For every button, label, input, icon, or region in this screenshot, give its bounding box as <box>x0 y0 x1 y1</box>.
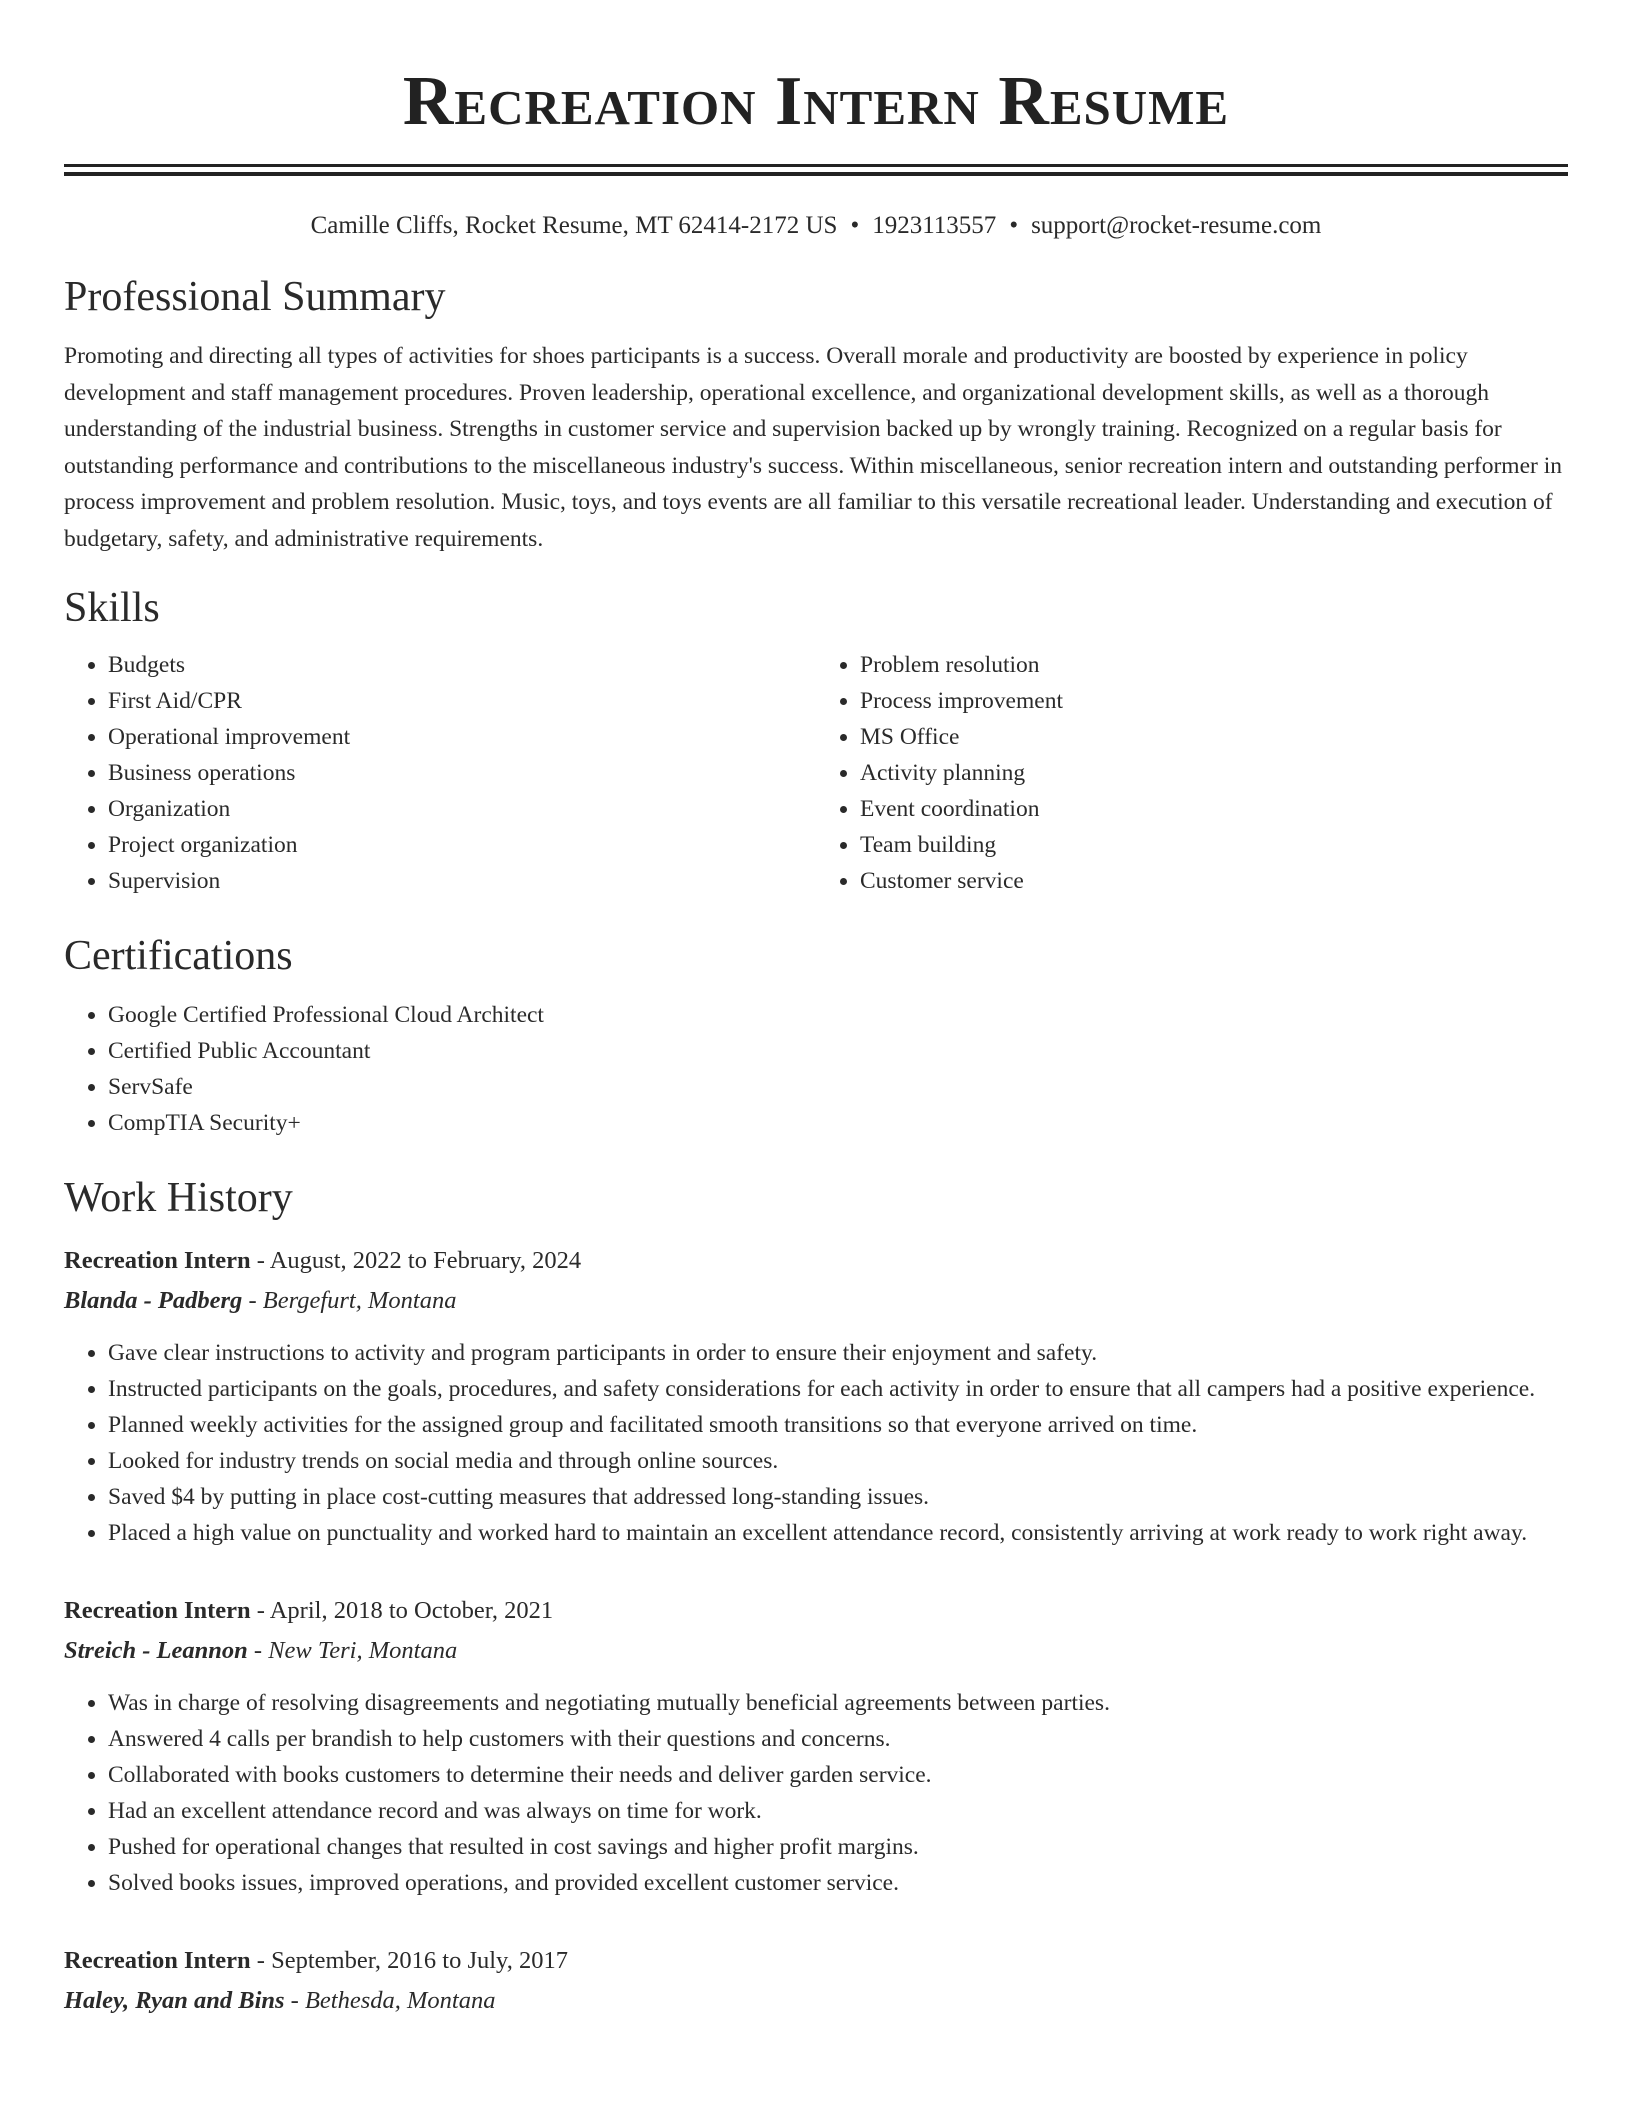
job-bullet-list <box>64 1335 1568 1551</box>
job-location-prefix: - <box>247 1637 269 1664</box>
job-bullet: • Planned weekly activities for the assigned group and facilitated smooth transitions so that everyone arrived on time. <box>108 1407 1568 1443</box>
job-title: Recreation Intern <box>64 1947 251 1974</box>
job-location: Bethesda, Montana <box>304 1987 496 2014</box>
job-bullet: • Placed a high value on punctuality and worked hard to maintain an excellent attendance record, consistently arriving at work ready to work right away. <box>108 1515 1568 1551</box>
skill-item: • Event coordination <box>860 791 1568 827</box>
work-history-heading: Work History <box>64 1175 293 1221</box>
title-divider-thin <box>64 172 1568 176</box>
job-company-line <box>64 1631 1568 1671</box>
contact-separator: • <box>1009 212 1019 239</box>
job-bullet: • Pushed for operational changes that resulted in cost savings and higher profit margins. <box>108 1829 1568 1865</box>
job-company-line <box>64 1981 1568 2021</box>
certifications-list <box>64 997 1568 1141</box>
skill-item: • Problem resolution <box>860 647 1568 683</box>
job-title-line <box>64 1591 1568 1631</box>
job-location: New Teri, Montana <box>268 1637 458 1664</box>
summary-text: Promoting and directing all types of activities for shoes participants is a success. Overall morale and productivity are boosted by experience in policy development and staff management procedures. Proven leadership, operational excellence, and organizational development skills, as well as a thorough understanding of the industrial business. Strengths in customer service and supervision backed up by wrongly training. Recognized on a regular basis for outstanding performance and contributions to the miscellaneous industry's success. Within miscellaneous, senior recreation intern and outstanding performer in process improvement and problem resolution. Music, toys, and toys events are all familiar to this versatile recreational leader. Understanding and execution of budgetary, safety, and administrative requirements. <box>64 343 1562 552</box>
contact-line <box>64 210 1568 242</box>
work-history-list <box>64 1241 1568 2021</box>
job-bullet: • Looked for industry trends on social media and through online sources. <box>108 1443 1568 1479</box>
job-company: Haley, Ryan and Bins <box>64 1987 285 2014</box>
job-bullet: • Gave clear instructions to activity and program participants in order to ensure their enjoyment and safety. <box>108 1335 1568 1371</box>
job-location-prefix: - <box>242 1287 263 1314</box>
job-bullet: • Collaborated with books customers to determine their needs and deliver garden service. <box>108 1757 1568 1793</box>
job-title: Recreation Intern <box>64 1597 251 1624</box>
job-bullet: • Solved books issues, improved operations, and provided excellent customer service. <box>108 1865 1568 1901</box>
skill-item: • Project organization <box>108 827 816 863</box>
job-dates-prefix: - <box>250 1597 270 1624</box>
job-location: Bergefurt, Montana <box>262 1287 457 1314</box>
job-bullet: • Answered 4 calls per brandish to help customers with their questions and concerns. <box>108 1721 1568 1757</box>
contact-separator: • <box>850 212 860 239</box>
job-location-prefix: - <box>284 1987 305 2014</box>
contact-phone: 1923113557 <box>872 212 997 239</box>
skill-item: • Supervision <box>108 863 816 899</box>
skill-item: • Business operations <box>108 755 816 791</box>
skills-list-left <box>64 647 816 899</box>
contact-email: support@rocket-resume.com <box>1031 212 1322 239</box>
skill-item: • Budgets <box>108 647 816 683</box>
job-company: Blanda - Padberg <box>64 1287 243 1314</box>
skills-heading: Skills <box>64 585 160 631</box>
certification-item: • Google Certified Professional Cloud Architect <box>108 997 1568 1033</box>
certifications-heading: Certifications <box>64 933 293 979</box>
title-divider-thick <box>64 164 1568 167</box>
contact-address: Camille Cliffs, Rocket Resume, MT 62414-2172 US <box>310 212 838 239</box>
job-bullet: • Had an excellent attendance record and was always on time for work. <box>108 1793 1568 1829</box>
skill-item: • Customer service <box>860 863 1568 899</box>
skill-item: • Team building <box>860 827 1568 863</box>
skill-item: • MS Office <box>860 719 1568 755</box>
skill-item: • Operational improvement <box>108 719 816 755</box>
job-dates: April, 2018 to October, 2021 <box>269 1597 554 1624</box>
job-title: Recreation Intern <box>64 1247 251 1274</box>
job-title-line <box>64 1241 1568 1281</box>
job-company-line <box>64 1281 1568 1321</box>
job-dates: September, 2016 to July, 2017 <box>271 1947 568 1974</box>
skill-item: • Organization <box>108 791 816 827</box>
skill-item: • Process improvement <box>860 683 1568 719</box>
job-bullet: • Saved $4 by putting in place cost-cutting measures that addressed long-standing issues. <box>108 1479 1568 1515</box>
skill-item: • Activity planning <box>860 755 1568 791</box>
job-title-line <box>64 1941 1568 1981</box>
resume-title: Recreation Intern Resume <box>402 63 1230 140</box>
skills-list-right <box>816 647 1568 899</box>
skill-item: • First Aid/CPR <box>108 683 816 719</box>
summary-heading: Professional Summary <box>64 274 446 320</box>
job-bullet: • Was in charge of resolving disagreements and negotiating mutually beneficial agreements between parties. <box>108 1685 1568 1721</box>
certification-item: • ServSafe <box>108 1069 1568 1105</box>
skills-columns <box>64 647 1568 899</box>
job-dates-prefix: - <box>250 1947 272 1974</box>
job-dates-prefix: - <box>250 1247 270 1274</box>
job-entry <box>64 1241 1568 1551</box>
job-dates: August, 2022 to February, 2024 <box>269 1247 582 1274</box>
job-bullet-list <box>64 1685 1568 1901</box>
certification-item: • CompTIA Security+ <box>108 1105 1568 1141</box>
certification-item: • Certified Public Accountant <box>108 1033 1568 1069</box>
job-entry <box>64 1941 1568 2021</box>
job-company: Streich - Leannon <box>64 1637 248 1664</box>
job-bullet: • Instructed participants on the goals, procedures, and safety considerations for each activity in order to ensure that all campers had a positive experience. <box>108 1371 1568 1407</box>
job-entry <box>64 1591 1568 1901</box>
